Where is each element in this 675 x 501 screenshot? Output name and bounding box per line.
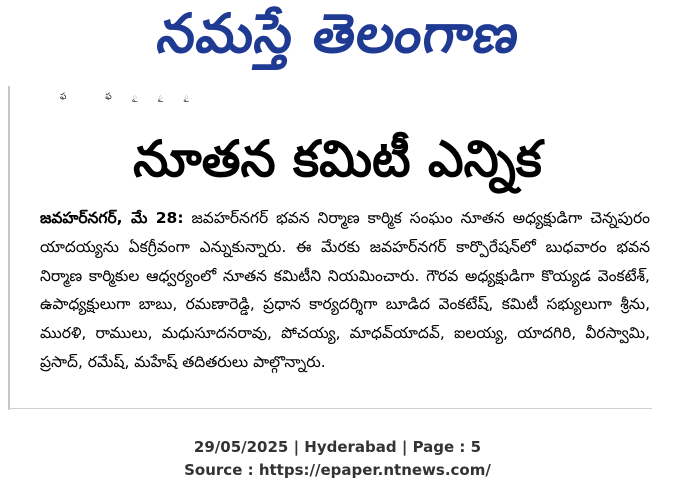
article-text: జవహర్‌నగర్ భవన నిర్మాణ కార్మిక సంఘం నూతన అధ్యక్షుడిగా చెన్నపురం యాదయ్యను ఏకగ్రీవంగా ఎన్నుకున్నారు. ఈ మేరకు జవహర్‌నగర్ కార్పొరేషన్‌లో బుధవారం భవన నిర్మాణ కార్మికుల ఆధ్వర్యంలో నూతన కమిటీని నియమించారు. గౌరవ అధ్యక్షుడిగా కొయ్యడ వెంకటేశ్, ఉపాధ్యక్షులుగా బాబు, రమణారెడ్డి, ప్రధాన కార్యదర్శిగా బూడిద వెంకటేష్, కమిటీ సభ్యులుగా శ్రీను, మురళి, రాములు, మధుసూదనరావు, పోచయ్య, మాధవ్‌యాదవ్, ఐలయ్య, యాదగిరి, వీరస్వామి, ప్రసాద్, రమేష్, మహేష్ తదితరులు పాల్గొన్నారు. [40,209,650,371]
masthead [0,0,675,80]
cut-text-fragment: ఫ ఫ ౖ ౖ ౖ [60,92,207,102]
source-link[interactable]: Source : https://epaper.ntnews.com/ [184,461,491,479]
article-dateline: జవహర్‌నగర్, మే 28: [40,209,184,227]
publication-info: 29/05/2025 | Hyderabad | Page : 5 [193,438,482,456]
article-headline: నూతన కమిటీ ఎన్నిక [133,130,542,188]
clipping-bottom-rule [8,408,652,409]
article-body [40,204,650,377]
newspaper-logo: నమస్తే తెలంగాణ [153,1,524,65]
